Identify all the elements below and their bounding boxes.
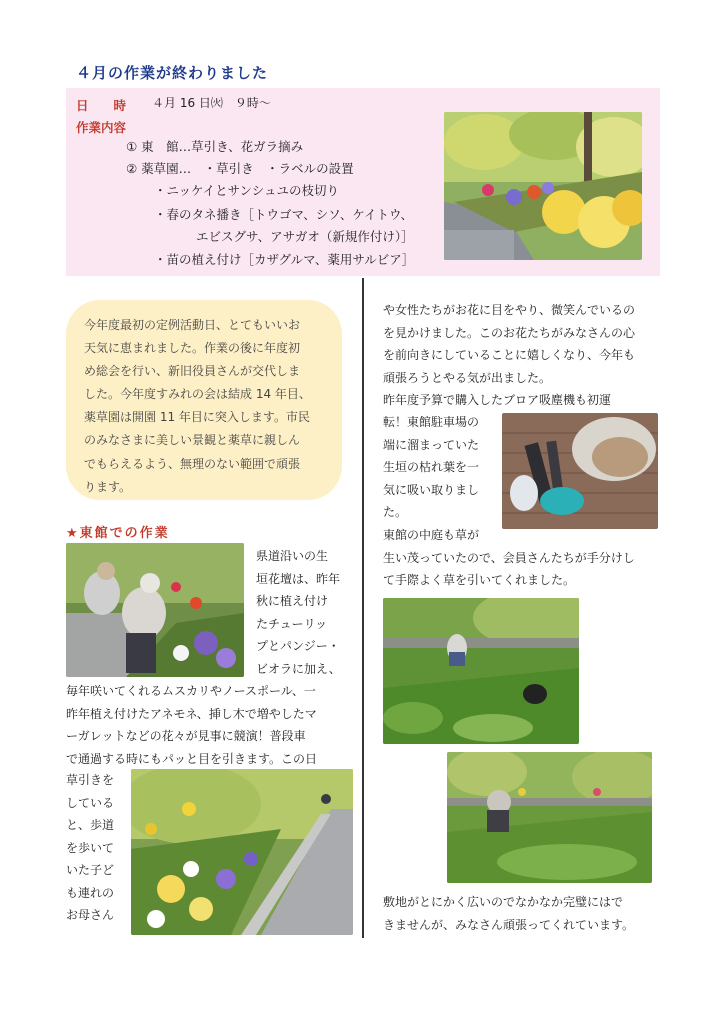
intro-text: 今年度最初の定例活動日、とてもいいお 天気に恵まれました。作業の後に年度初 め総会を行い、新旧役員さんが交代しま した。今年度すみれの会は結成 14 年目、 薬草園は開園 11 年目に突入します。市民 のみなさまに美しい景観と薬草に親しん でもらえるよう、無理のない範囲で頑張 ります。: [84, 318, 311, 494]
tulip-sidewalk-photo: [131, 769, 353, 935]
work-item: ・春のタネ播き［トウゴマ、シソ、ケイトウ、: [154, 207, 414, 222]
right-text-narrow: 転！東館駐車場の 端に溜まっていた 生垣の枯れ葉を一 気に吸い取りまし た。: [383, 415, 480, 519]
date-value: ４月 16 日㈫ ９時～: [152, 96, 271, 110]
work-item: ・苗の植え付け［カザグルマ、薬用サルビア］: [154, 252, 415, 267]
page-title: ４月の作業が終わりました: [76, 64, 269, 82]
east-text-full: 毎年咲いてくれるムスカリやノースポール、一 昨年植え付けたアネモネ、挿し木で増やしたマ ーガレットなどの花々が見事に競演！普段車 で通過する時にもパッと目を引きます。この日: [66, 684, 318, 766]
work-item: ① 東 館…草引き、花ガラ摘み: [126, 139, 304, 154]
right-text-bottom: 敷地がとにかく広いのでなかなか完璧にはで きませんが、みなさん頑張ってくれています。: [383, 895, 635, 932]
courtyard-photo-1: [383, 598, 579, 744]
work-item: ・ニッケイとサンシュユの枝切り: [154, 183, 339, 198]
work-item: ② 薬草園… ・草引き ・ラベルの設置: [126, 161, 354, 176]
date-label: 日 時: [76, 98, 127, 113]
east-text-narrow-1: 県道沿いの生 垣花壇は、昨年 秋に植え付け たチューリッ プとパンジー・ ビオラに加え、: [256, 549, 341, 676]
work-item: エビスグサ、アサガオ（新規作付け）］: [196, 229, 414, 244]
courtyard-photo-2: [447, 752, 652, 883]
east-text-narrow-2: 草引きを している と、歩道 を歩いて いた子ど も連れの お母さん: [66, 773, 115, 922]
weeding-photo: [66, 543, 244, 677]
blower-photo: [502, 413, 658, 529]
right-text-mid: 東館の中庭も草が 生い茂っていたので、会員さんたちが手分けし て手際よく草を引いてくれました。: [383, 528, 635, 587]
content-label: 作業内容: [76, 120, 127, 135]
right-text-top: や女性たちがお花に目をやり、微笑んでいるの を見かけました。このお花たちがみなさんの心 を前向きにしていることに嬉しくなり、今年も 頑張ろうとやる気が出ました。 昨年度予算で購入したブロア吸塵機も初運: [383, 303, 636, 407]
flowerbed-photo: [444, 112, 642, 260]
column-divider: [362, 278, 364, 938]
section-title: ★東館での作業: [66, 526, 170, 541]
